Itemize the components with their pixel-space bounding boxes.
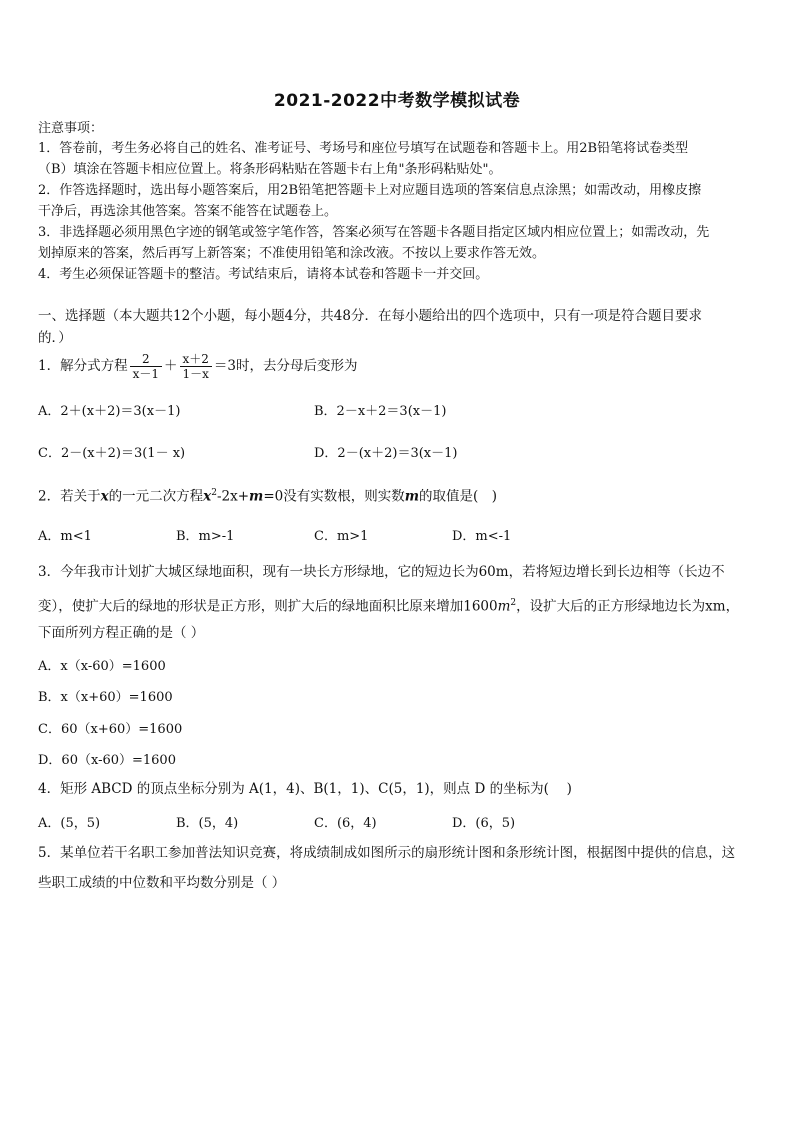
q2-eq-x: x	[203, 488, 212, 505]
fraction-1-num: 2	[130, 352, 162, 367]
question-3-line-1: 3．今年我市计划扩大城区绿地面积，现有一块长方形绿地，它的短边长为60m，若将短边增长到长边相等（长边不	[38, 564, 725, 580]
notice-heading: 注意事项：	[38, 121, 104, 136]
fraction-2-den: 1－x	[182, 367, 209, 381]
q3-option-c: C．60（x+60）=1600	[38, 722, 183, 737]
q2-text-2: 的一元二次方程	[108, 488, 204, 505]
q2-eq-m: m	[249, 488, 264, 505]
question-2	[38, 484, 497, 506]
q2-option-d: D．m<-1	[452, 529, 512, 544]
notice-line: （B）填涂在答题卡相应位置上。将条形码粘贴在答题卡右上角"条形码粘贴处"。	[38, 162, 502, 177]
notice-line: 2．作答选择题时，选出每小题答案后，用2B铅笔把答题卡上对应题目选项的答案信息点涂黑；如需改动，用橡皮擦	[38, 183, 702, 198]
question-4: 4．矩形 ABCD 的顶点坐标分别为 A(1，4)、B(1，1)、C(5，1)，则点 D 的坐标为( )	[38, 781, 572, 797]
q2-var-m: m	[404, 488, 420, 505]
q1-suffix: 时，去分母后变形为	[236, 358, 358, 374]
q2-eq-c: =0	[263, 488, 284, 505]
fraction-1-den: x－1	[132, 367, 159, 381]
notice-line: 3．非选择题必须用黑色字迹的钢笔或签字笔作答，答案必须写在答题卡各题目指定区域内相应位置上；如需改动，先	[38, 225, 710, 240]
q2-text-1: 2．若关于	[38, 488, 101, 505]
q4-option-b: B．(5，4)	[176, 816, 239, 831]
q1-option-c: C．2－(x＋2)＝3(1－ x)	[38, 446, 186, 461]
q2-eq-b: -2x+	[216, 488, 250, 505]
q3-unit-sup: 2	[510, 598, 517, 608]
q1-option-b: B．2－x＋2＝3(x－1)	[314, 404, 447, 419]
q2-option-b: B．m>-1	[176, 529, 235, 544]
q3-unit: m	[497, 598, 511, 615]
q2-text-4: 的取值是( )	[419, 488, 498, 505]
q3-line2-a: 变），使扩大后的绿地的形状是正方形，则扩大后的绿地面积比原来增加1600	[38, 598, 498, 615]
question-1	[38, 348, 358, 384]
question-5-line-1: 5．某单位若干名职工参加普法知识竞赛，将成绩制成如图所示的扇形统计图和条形统计图，根据图中提供的信息，这	[38, 845, 736, 861]
q1-prefix: 1．解分式方程	[38, 358, 128, 374]
q1-equals: ＝3	[213, 358, 236, 374]
q4-option-a: A．(5，5)	[38, 816, 101, 831]
fraction-2	[180, 352, 212, 381]
q4-option-d: D．(6，5)	[452, 816, 516, 831]
page-title: 2021-2022中考数学模拟试卷	[273, 91, 521, 111]
q2-text-3: 没有实数根，则实数	[283, 488, 405, 505]
notice-line: 4．考生必须保证答题卡的整洁。考试结束后，请将本试卷和答题卡一并交回。	[38, 267, 489, 282]
notice-line: 划掉原来的答案，然后再写上新答案；不准使用铅笔和涂改液。不按以上要求作答无效。	[38, 246, 546, 261]
q1-option-d: D．2－(x＋2)＝3(x－1)	[314, 446, 458, 461]
q2-option-a: A．m<1	[38, 529, 92, 544]
fraction-2-num: x＋2	[180, 352, 212, 367]
q2-var-x: x	[100, 488, 109, 505]
notice-line: 干净后，再选涂其他答案。答案不能答在试题卷上。	[38, 204, 338, 219]
q1-plus: ＋	[164, 358, 178, 374]
q3-option-d: D．60（x-60）=1600	[38, 753, 176, 768]
notice-line: 1．答卷前，考生务必将自己的姓名、准考证号、考场号和座位号填写在试题卷和答题卡上。用2B铅笔将试卷类型	[38, 141, 689, 156]
q1-option-a: A．2＋(x＋2)＝3(x－1)	[38, 404, 181, 419]
fraction-1	[130, 352, 162, 381]
q2-option-c: C．m>1	[314, 529, 369, 544]
q4-option-c: C．(6，4)	[314, 816, 377, 831]
question-3-line-2	[38, 594, 739, 616]
q3-option-a: A．x（x-60）=1600	[38, 659, 166, 674]
q3-line2-b: ，设扩大后的正方形绿地边长为xm，	[516, 598, 740, 615]
question-3-line-3: 下面所列方程正确的是（ ）	[38, 625, 205, 641]
section-heading-cont: 的．）	[38, 330, 72, 346]
question-5-line-2: 些职工成绩的中位数和平均数分别是（ ）	[38, 875, 286, 891]
q3-option-b: B．x（x+60）=1600	[38, 690, 173, 705]
q2-eq-sup: 2	[211, 488, 217, 498]
section-heading: 一、选择题（本大题共12个小题，每小题4分，共48分．在每小题给出的四个选项中，只有一项是符合题目要求	[38, 308, 702, 324]
